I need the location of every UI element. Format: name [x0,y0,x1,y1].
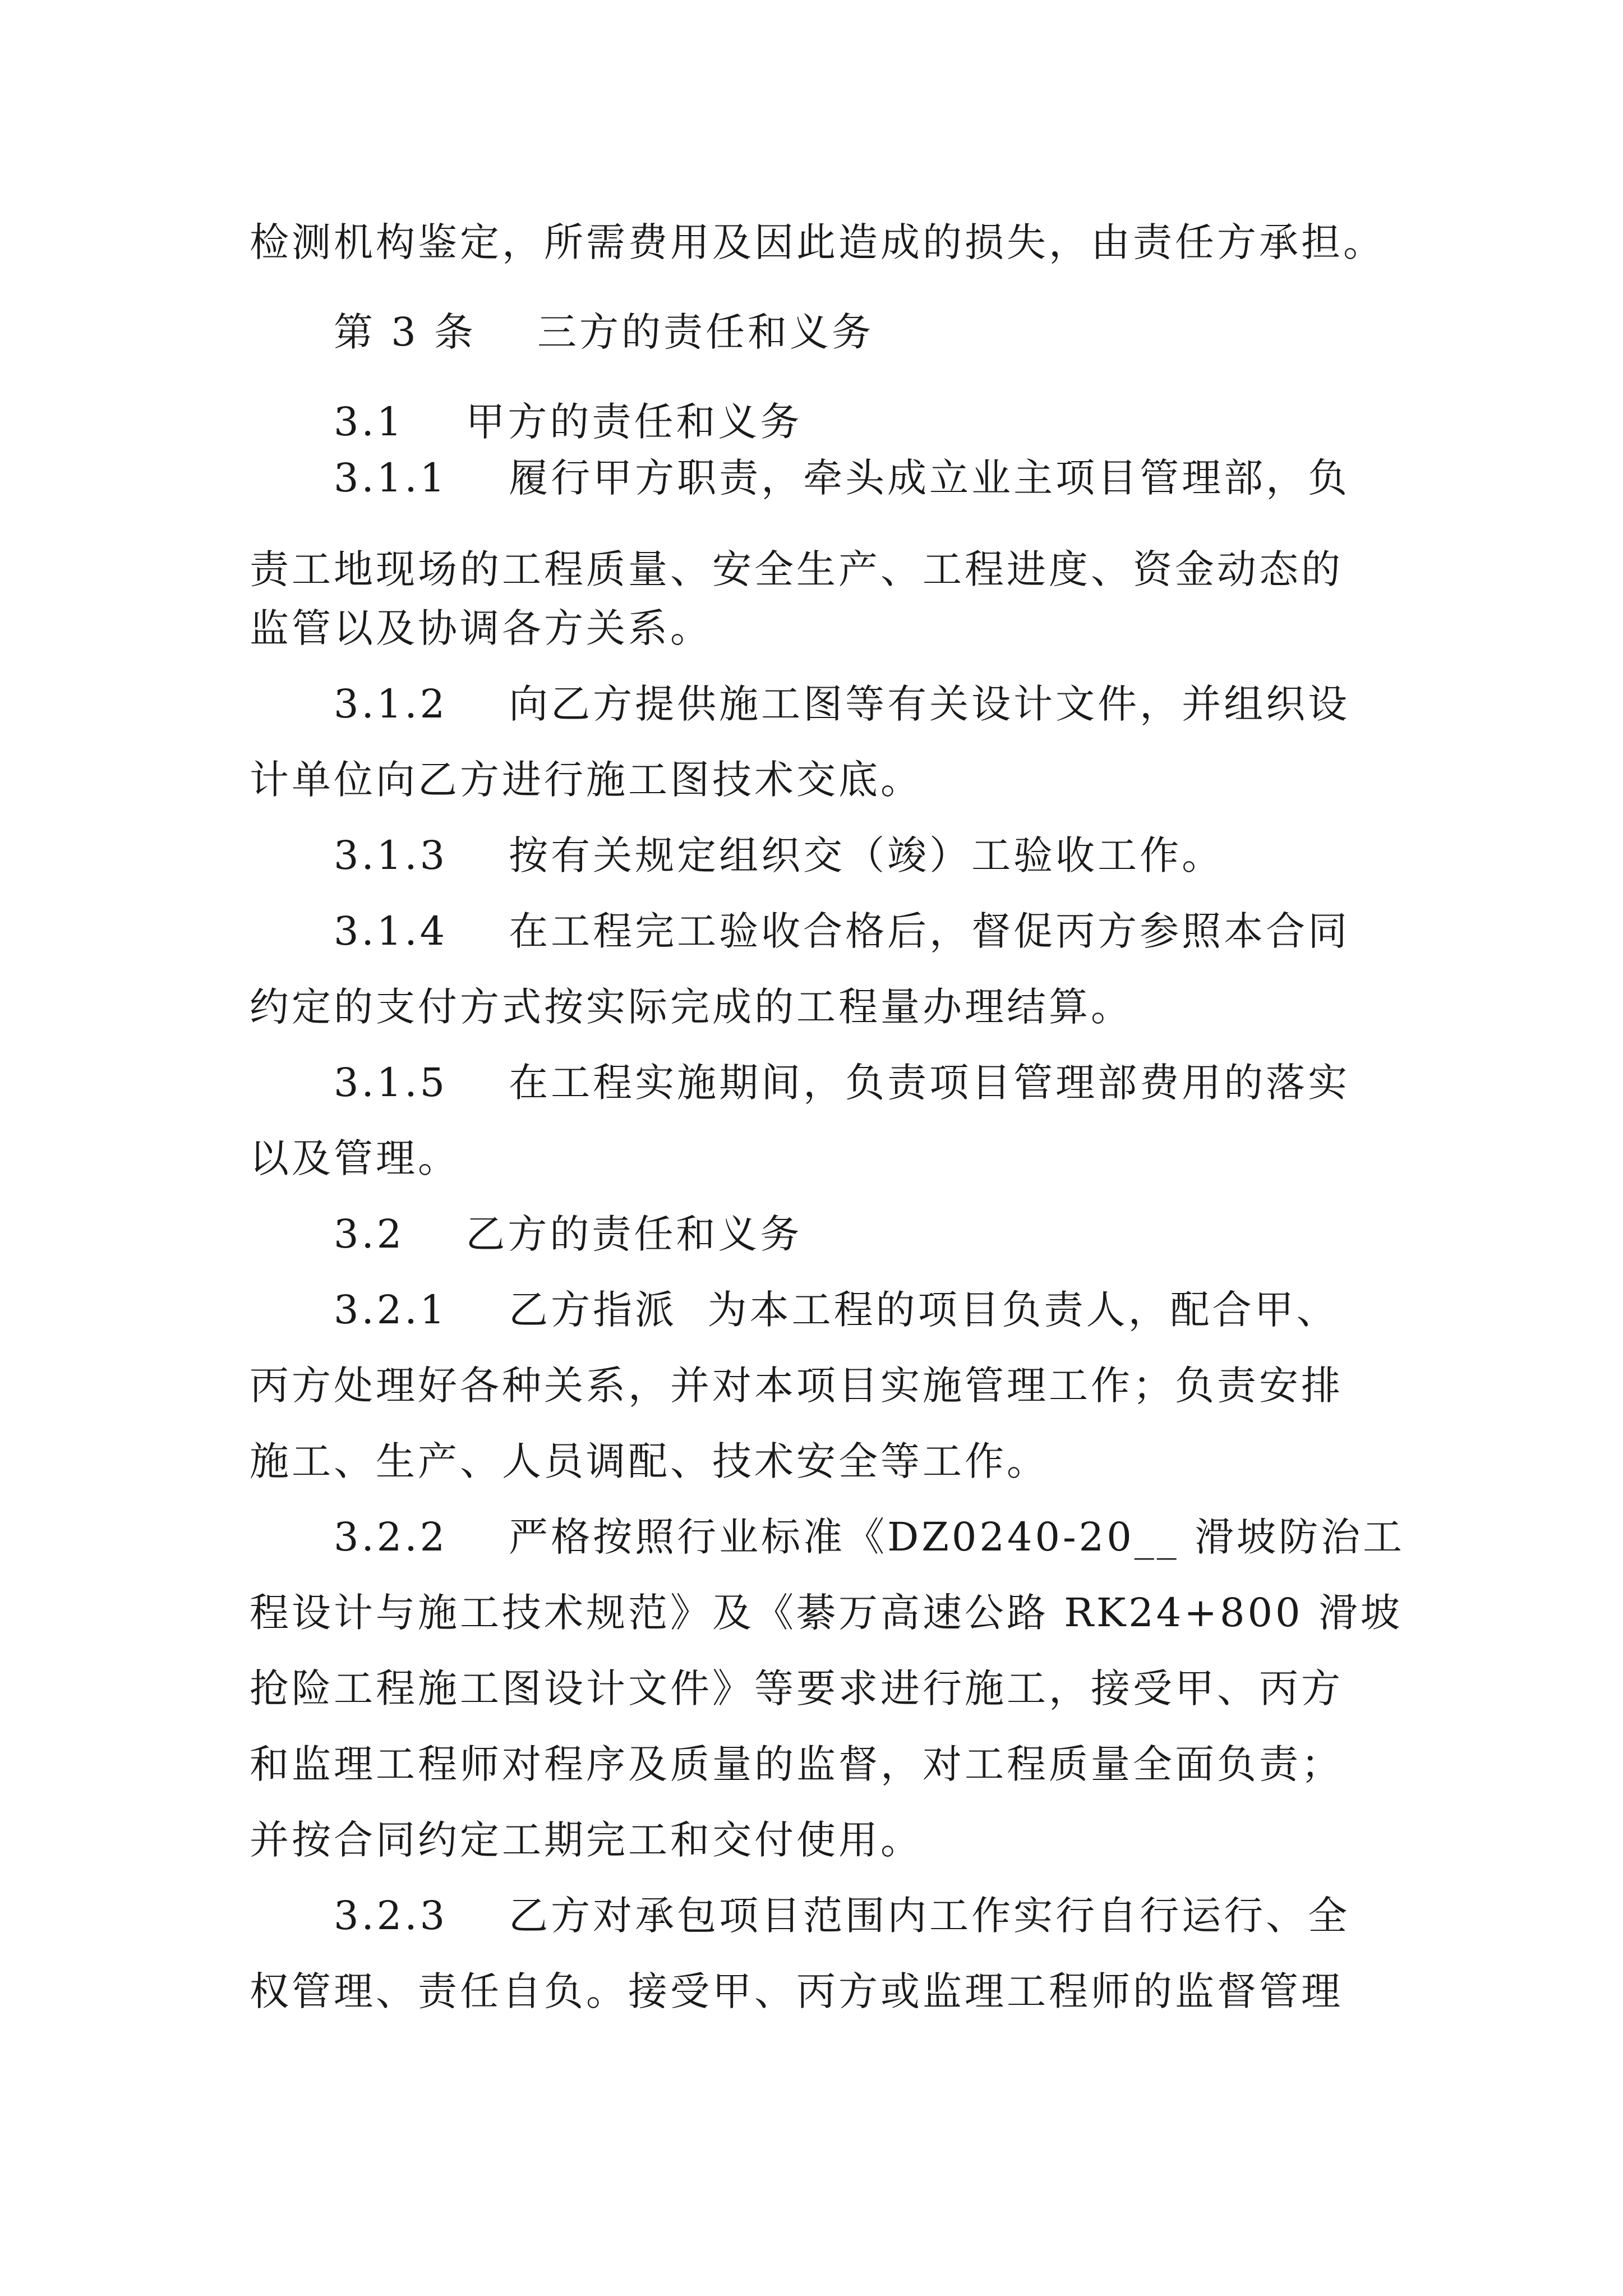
text-line: 约定的支付方式按实际完成的工程量办理结算。 [250,984,1133,1030]
text-line: 责工地现场的工程质量、安全生产、工程进度、资金动态的 [250,546,1343,592]
text-line: 程设计与施工技术规范》及《綦万高速公路 RK24+800 滑坡 [250,1590,1403,1636]
text-line: 和监理工程师对程序及质量的监督，对工程质量全面负责； [250,1741,1343,1787]
text-line: 3.2.2 严格按照行业标准《DZ0240-20__ 滑坡防治工 [334,1514,1405,1560]
text-line: 3.1.5 在工程实施期间，负责项目管理部费用的落实 [334,1060,1350,1106]
text-line: 施工、生产、人员调配、技术安全等工作。 [250,1438,1049,1484]
text-line: 丙方处理好各种关系，并对本项目实施管理工作；负责安排 [250,1363,1343,1409]
text-line: 3.2.1 乙方指派 为本工程的项目负责人，配合甲、 [334,1287,1339,1333]
text-line: 3.1.3 按有关规定组织交（竣）工验收工作。 [334,832,1224,878]
text-line: 3.1.1 履行甲方职责，牵头成立业主项目管理部，负 [334,455,1350,501]
article-heading: 第 3 条 三方的责任和义务 [334,309,874,355]
text-line: 3.1.2 向乙方提供施工图等有关设计文件，并组织设 [334,681,1350,727]
text-line: 3.1.4 在工程完工验收合格后，督促丙方参照本合同 [334,908,1350,954]
text-line: 抢险工程施工图设计文件》等要求进行施工，接受甲、丙方 [250,1665,1343,1711]
text-line: 监管以及协调各方关系。 [250,605,712,651]
text-line: 权管理、责任自负。接受甲、丙方或监理工程师的监督管理 [250,1968,1343,2014]
text-line: 检测机构鉴定，所需费用及因此造成的损失，由责任方承担。 [250,219,1385,265]
text-line: 并按合同约定工期完工和交付使用。 [250,1817,923,1863]
text-line: 以及管理。 [250,1135,460,1181]
section-heading: 3.2 乙方的责任和义务 [334,1211,803,1257]
section-heading: 3.1 甲方的责任和义务 [334,399,803,445]
text-line: 计单位向乙方进行施工图技术交底。 [250,757,923,803]
text-line: 3.2.3 乙方对承包项目范围内工作实行自行运行、全 [334,1893,1350,1939]
